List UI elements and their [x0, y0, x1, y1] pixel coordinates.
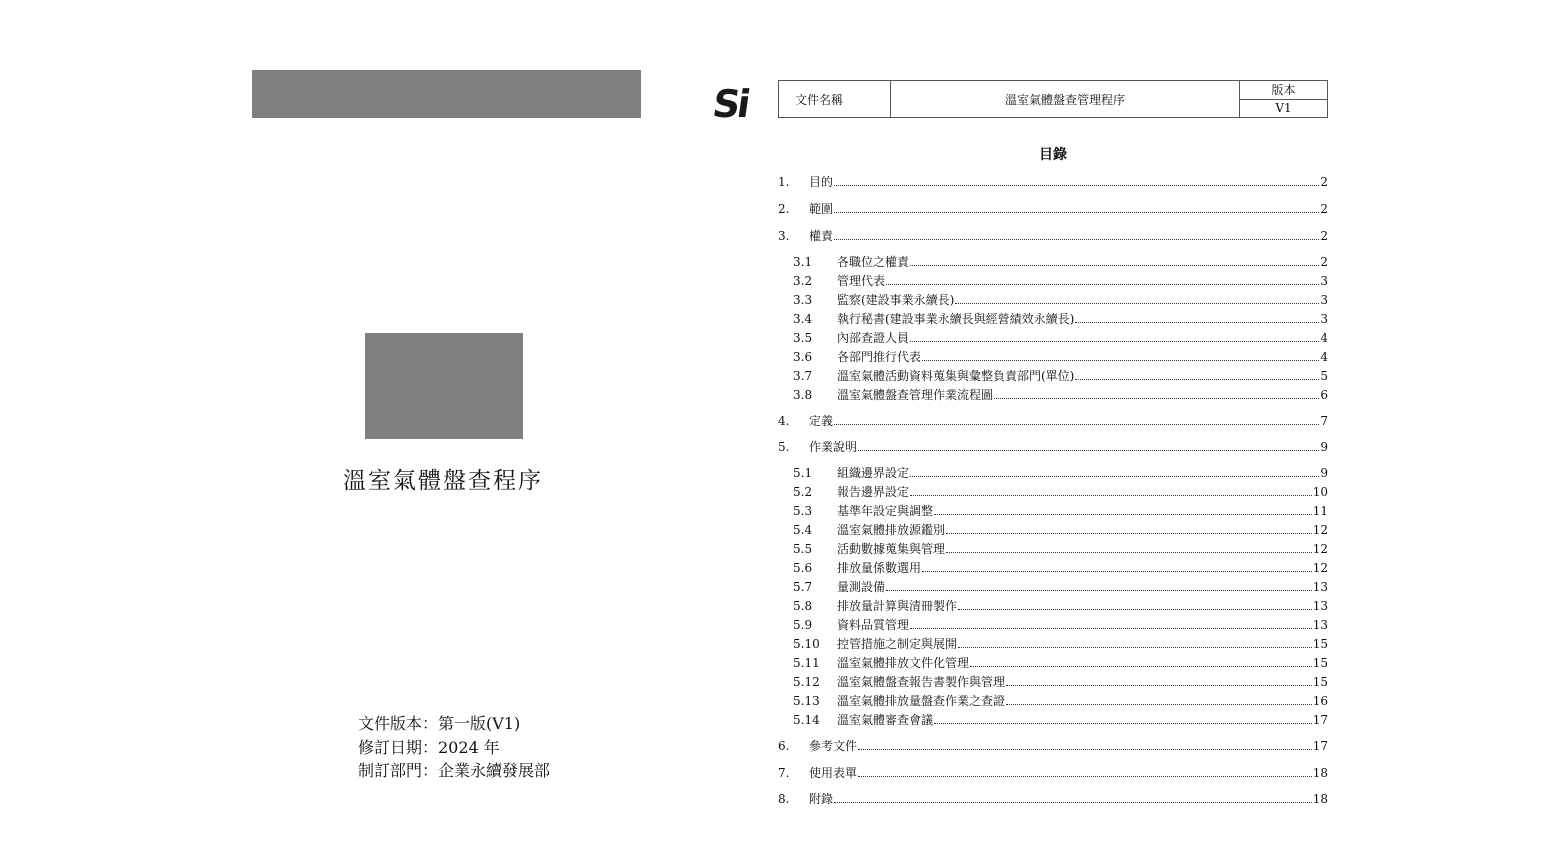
toc-entry-number: 3.: [778, 229, 790, 243]
toc-entry[interactable]: [778, 348, 1328, 366]
toc-entry-number: 3.6: [793, 350, 813, 364]
toc-entry-page: 17: [1312, 713, 1328, 727]
toc-entry-number: 3.1: [793, 255, 813, 269]
toc-dot-leader: [834, 228, 1319, 240]
toc-entry-title: 溫室氣體排放文件化管理: [837, 656, 970, 670]
toc-entry-title: 資料品質管理: [837, 618, 910, 632]
toc-dot-leader: [834, 413, 1319, 425]
toc-entry-title: 溫室氣體排放源鑑別: [837, 523, 946, 537]
toc-entry-page: 7: [1320, 414, 1328, 428]
toc-entry-title: 排放量計算與清冊製作: [837, 599, 958, 613]
toc-dot-leader: [910, 484, 1312, 496]
toc-dot-leader: [834, 201, 1319, 213]
toc-entry-number: 6.: [778, 739, 790, 753]
doc-name-label: 文件名稱: [779, 81, 891, 117]
toc-entry[interactable]: [778, 764, 1328, 782]
cover-meta: [358, 712, 550, 783]
toc-entry-title: 內部查證人員: [837, 331, 910, 345]
toc-entry-page: 9: [1320, 466, 1328, 480]
toc-entry-page: 9: [1320, 440, 1328, 454]
toc-entry[interactable]: [778, 635, 1328, 653]
toc-entry-page: 18: [1312, 766, 1328, 780]
toc-dot-leader: [946, 541, 1312, 553]
toc-entry-number: 2.: [778, 202, 790, 216]
toc-dot-leader: [1075, 311, 1319, 323]
toc-entry[interactable]: [778, 367, 1328, 385]
toc-entry-number: 5.5: [793, 542, 813, 556]
toc-entry-number: 5.11: [793, 656, 820, 670]
toc-entry-number: 3.3: [793, 293, 813, 307]
toc-entry-number: 1.: [778, 175, 790, 189]
toc-entry[interactable]: [778, 438, 1328, 456]
toc-entry-number: 3.8: [793, 388, 813, 402]
toc-entry-page: 15: [1312, 656, 1328, 670]
toc-entry[interactable]: [778, 711, 1328, 729]
toc-entry-number: 3.2: [793, 274, 813, 288]
toc-entry-number: 5.7: [793, 580, 813, 594]
toc-entry-number: 5.: [778, 440, 790, 454]
toc-entry-number: 5.1: [793, 466, 813, 480]
doc-version-line: 文件版本：第一版(V1): [358, 714, 521, 733]
toc-entry[interactable]: [778, 737, 1328, 755]
toc-dot-leader: [922, 349, 1319, 361]
toc-entry-title: 各職位之權責: [837, 255, 910, 269]
toc-entry-title: 目的: [809, 175, 834, 189]
toc-dot-leader: [958, 636, 1312, 648]
toc-entry-title: 溫室氣體排放量盤查作業之查證: [837, 694, 1006, 708]
toc-entry-number: 5.4: [793, 523, 813, 537]
cover-logo-placeholder: [365, 333, 523, 439]
toc-entry-title: 定義: [809, 414, 834, 428]
toc-entry[interactable]: [778, 502, 1328, 520]
toc-entry-title: 排放量係數選用: [837, 561, 922, 575]
toc-dot-leader: [970, 655, 1312, 667]
toc-entry[interactable]: [778, 291, 1328, 309]
toc-dot-leader: [934, 712, 1312, 724]
toc-entry-page: 12: [1312, 523, 1328, 537]
toc-entry-title: 參考文件: [809, 739, 858, 753]
toc-dot-leader: [910, 254, 1319, 266]
toc-entry-page: 4: [1320, 350, 1328, 364]
toc-entry-number: 5.13: [793, 694, 820, 708]
toc-entry-page: 12: [1312, 561, 1328, 575]
toc-entry[interactable]: [778, 673, 1328, 691]
toc-entry-page: 5: [1320, 369, 1328, 383]
toc-entry-page: 13: [1312, 580, 1328, 594]
toc-entry-number: 5.14: [793, 713, 820, 727]
toc-dot-leader: [1075, 368, 1319, 380]
toc-entry-page: 3: [1320, 274, 1328, 288]
toc-entry-page: 18: [1312, 792, 1328, 806]
toc-entry-number: 4.: [778, 414, 790, 428]
toc-dot-leader: [910, 617, 1312, 629]
toc-entry-title: 作業說明: [809, 440, 858, 454]
version-label: 版本: [1240, 81, 1327, 100]
toc-entry-page: 16: [1312, 694, 1328, 708]
toc-dot-leader: [946, 522, 1312, 534]
toc-entry[interactable]: [778, 790, 1328, 808]
toc-dot-leader: [910, 330, 1319, 342]
toc-entry[interactable]: [778, 464, 1328, 482]
toc-entry-page: 4: [1320, 331, 1328, 345]
toc-entry[interactable]: [778, 559, 1328, 577]
toc-entry-number: 8.: [778, 792, 790, 806]
toc-entry[interactable]: [778, 692, 1328, 710]
toc-entry-title: 活動數據蒐集與管理: [837, 542, 946, 556]
toc-entry-page: 15: [1312, 637, 1328, 651]
toc-entry-title: 權責: [809, 229, 834, 243]
toc-dot-leader: [955, 292, 1319, 304]
version-cell: [1240, 81, 1327, 117]
toc-entry-title: 組織邊界設定: [837, 466, 910, 480]
toc-entry-page: 13: [1312, 599, 1328, 613]
toc-dot-leader: [858, 439, 1319, 451]
toc-dot-leader: [886, 273, 1319, 285]
toc-entry[interactable]: [778, 412, 1328, 430]
toc-dot-leader: [858, 738, 1312, 750]
toc-entry-number: 5.10: [793, 637, 820, 651]
toc-entry[interactable]: [778, 200, 1328, 218]
toc-entry-title: 執行秘書(建設事業永續長與經營績效永續長): [837, 312, 1075, 326]
toc-entry-title: 監察(建設事業永續長): [837, 293, 955, 307]
toc-entry-number: 5.3: [793, 504, 813, 518]
toc-entry[interactable]: [778, 578, 1328, 596]
toc-entry-page: 12: [1312, 542, 1328, 556]
toc-entry[interactable]: [778, 386, 1328, 404]
toc-entry-page: 17: [1312, 739, 1328, 753]
toc-entry[interactable]: [778, 329, 1328, 347]
toc-entry-page: 3: [1320, 312, 1328, 326]
document-header-table: [778, 80, 1328, 118]
toc-entry-title: 溫室氣體盤查管理作業流程圖: [837, 388, 994, 402]
toc-entry-title: 控管措施之制定與展開: [837, 637, 958, 651]
toc-entry[interactable]: [778, 253, 1328, 271]
toc-dot-leader: [1006, 693, 1312, 705]
toc-entry-title: 附錄: [809, 792, 834, 806]
toc-entry-title: 溫室氣體盤查報告書製作與管理: [837, 675, 1006, 689]
toc-entry-page: 10: [1312, 485, 1328, 499]
toc-entry[interactable]: [778, 310, 1328, 328]
toc-entry[interactable]: [778, 227, 1328, 245]
revision-date-line: 修訂日期：2024 年: [358, 737, 500, 757]
toc-entry-title: 量測設備: [837, 580, 886, 594]
department-line: 制訂部門：企業永續發展部: [358, 761, 551, 780]
toc-entry-page: 2: [1320, 175, 1328, 189]
toc-entry[interactable]: [778, 540, 1328, 558]
toc-entry[interactable]: [778, 521, 1328, 539]
toc-dot-leader: [834, 174, 1319, 186]
toc-entry-page: 2: [1320, 255, 1328, 269]
toc-entry-title: 使用表單: [809, 766, 858, 780]
toc-dot-leader: [834, 791, 1312, 803]
toc-entry[interactable]: [778, 173, 1328, 191]
toc-entry-title: 各部門推行代表: [837, 350, 922, 364]
si-logo: Si: [709, 82, 751, 126]
toc-dot-leader: [922, 560, 1312, 572]
toc-entry-title: 基準年設定與調整: [837, 504, 934, 518]
toc-dot-leader: [958, 598, 1312, 610]
toc-entry-title: 報告邊界設定: [837, 485, 910, 499]
toc-entry-number: 3.7: [793, 369, 813, 383]
toc-dot-leader: [994, 387, 1319, 399]
toc-entry-number: 3.5: [793, 331, 813, 345]
toc-heading: 目錄: [1039, 147, 1067, 163]
toc-entry-number: 5.12: [793, 675, 820, 689]
version-value: V1: [1275, 101, 1292, 116]
toc-entry-page: 2: [1320, 202, 1328, 216]
toc-entry[interactable]: [778, 597, 1328, 615]
toc-dot-leader: [934, 503, 1312, 515]
toc-entry-page: 15: [1312, 675, 1328, 689]
toc-entry-number: 5.6: [793, 561, 813, 575]
toc-entry-number: 5.9: [793, 618, 813, 632]
toc-entry-title: 溫室氣體審查會議: [837, 713, 934, 727]
toc-entry-title: 溫室氣體活動資料蒐集與彙整負責部門(單位): [837, 369, 1075, 383]
cover-title: 溫室氣體盤查程序: [343, 468, 543, 494]
toc-entry-number: 7.: [778, 766, 790, 780]
toc-entry-page: 13: [1312, 618, 1328, 632]
toc-entry-number: 3.4: [793, 312, 813, 326]
toc-entry-title: 範圍: [809, 202, 834, 216]
toc-entry-title: 管理代表: [837, 274, 886, 288]
toc-entry[interactable]: [778, 483, 1328, 501]
toc-entry-page: 11: [1312, 504, 1328, 518]
cover-banner-placeholder: [252, 70, 641, 118]
toc-dot-leader: [1006, 674, 1312, 686]
toc-entry-page: 2: [1320, 229, 1328, 243]
toc-entry[interactable]: [778, 616, 1328, 634]
toc-entry-number: 5.2: [793, 485, 813, 499]
toc-entry[interactable]: [778, 272, 1328, 290]
doc-name-value: 溫室氣體盤查管理程序: [891, 81, 1240, 117]
toc-entry[interactable]: [778, 654, 1328, 672]
toc-entry-number: 5.8: [793, 599, 813, 613]
toc-entry-page: 6: [1320, 388, 1328, 402]
toc-entry-page: 3: [1320, 293, 1328, 307]
toc-dot-leader: [858, 765, 1312, 777]
toc-dot-leader: [886, 579, 1312, 591]
toc-dot-leader: [910, 465, 1319, 477]
